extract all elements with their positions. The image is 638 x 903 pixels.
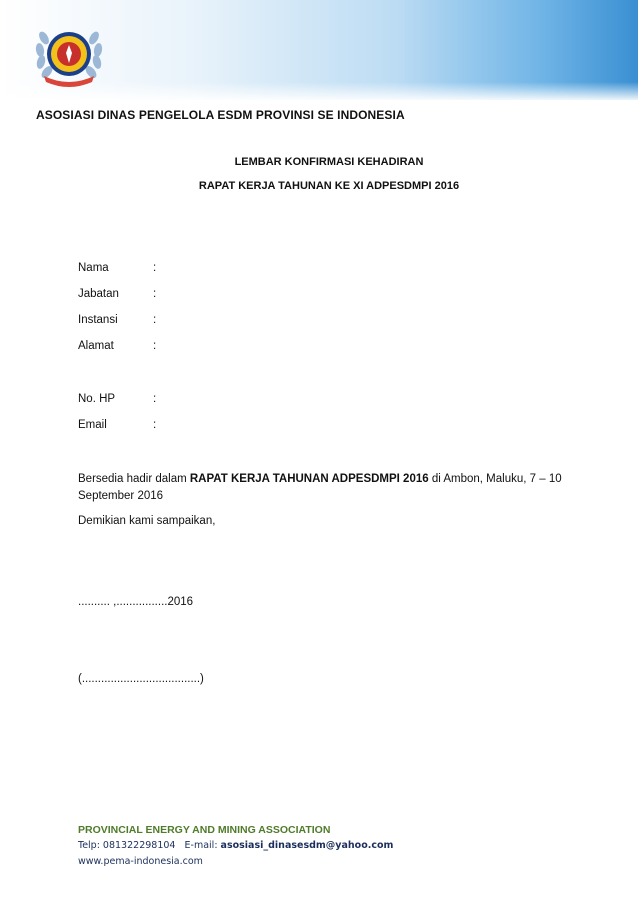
field-separator: : [153,393,157,405]
statement-prefix: Bersedia hadir dalam [78,473,190,485]
document-title: LEMBAR KONFIRMASI KEHADIRAN [234,156,424,168]
field-label: Alamat [78,340,114,352]
field-alamat [78,340,156,352]
field-label: Instansi [78,314,118,326]
field-label: No. HP [78,393,116,405]
field-separator: : [153,262,157,274]
field-separator: : [153,314,157,326]
field-separator: : [153,340,157,352]
place-date-line: .......... ,................2016 [78,596,194,608]
field-label: Nama [78,262,109,274]
field-no-hp [78,393,156,405]
statement-suffix: di Ambon, Maluku, 7 – 10 September 2016 [78,473,562,502]
attendance-statement [78,471,578,505]
footer-association: PROVINCIAL ENERGY AND MINING ASSOCIATION [78,824,331,836]
footer-phone: Telp: 081322298104 [78,840,176,851]
association-logo [30,18,108,90]
document-subtitle: RAPAT KERJA TAHUNAN KE XI ADPESDMPI 2016 [198,180,460,192]
field-instansi [78,314,156,326]
emblem-ribbon [44,76,94,87]
field-jabatan [78,288,156,300]
footer-email-label: E-mail: [184,840,221,851]
field-separator: : [153,419,157,431]
field-nama [78,262,156,274]
statement-event: RAPAT KERJA TAHUNAN ADPESDMPI 2016 [189,473,429,485]
field-label: Email [78,419,107,431]
footer-website[interactable]: www.pema-indonesia.com [78,856,203,867]
footer-contact [78,840,393,851]
closing-remark: Demikian kami sampaikan, [78,515,216,527]
field-email [78,419,156,431]
organization-name: ASOSIASI DINAS PENGELOLA ESDM PROVINSI SE INDONESIA [36,108,405,122]
field-separator: : [153,288,157,300]
footer-email[interactable]: asosiasi_dinasesdm@yahoo.com [220,840,394,851]
field-label: Jabatan [78,288,119,300]
signature-line: (.....................................) [78,673,204,685]
